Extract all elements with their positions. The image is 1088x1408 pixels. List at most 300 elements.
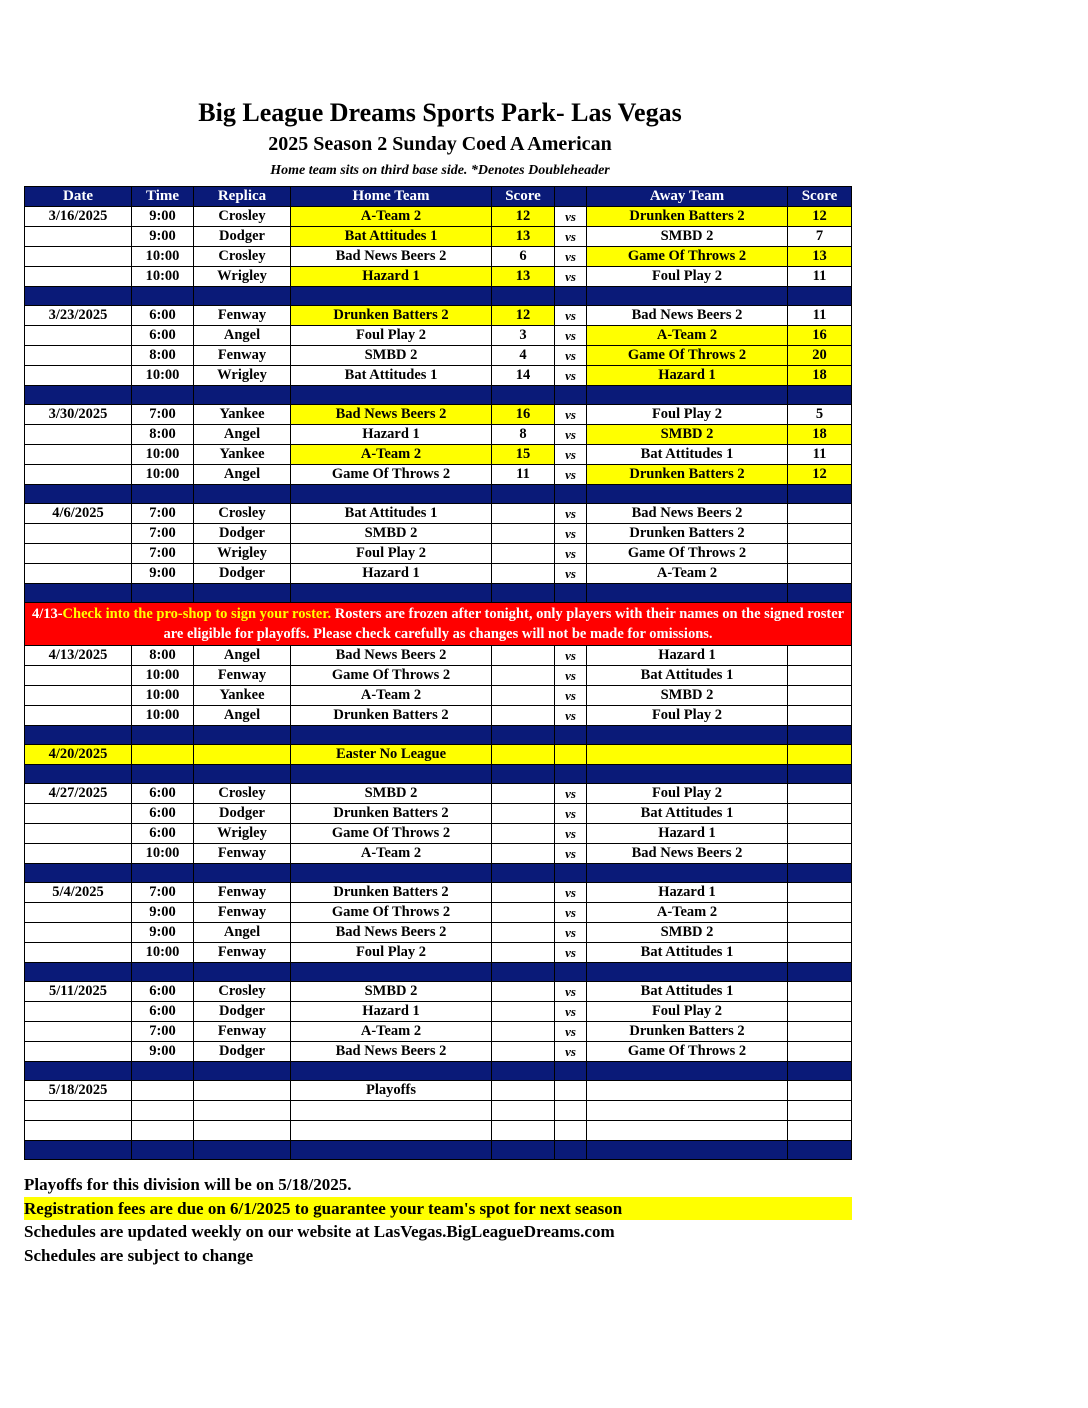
separator-cell xyxy=(25,287,132,306)
away-score-cell: 11 xyxy=(788,306,852,326)
separator-cell xyxy=(555,1141,587,1160)
date-cell: 5/18/2025 xyxy=(25,1081,132,1101)
separator-cell xyxy=(291,485,492,504)
away-score-cell xyxy=(788,666,852,686)
game-row xyxy=(25,445,852,465)
replica-field-cell: Dodger xyxy=(194,524,291,544)
date-cell xyxy=(25,1042,132,1062)
home-team-cell: Hazard 1 xyxy=(291,1002,492,1022)
game-row xyxy=(25,425,852,445)
date-cell xyxy=(25,445,132,465)
replica-field-cell: Crosley xyxy=(194,982,291,1002)
away-score-cell: 18 xyxy=(788,425,852,445)
separator-row xyxy=(25,485,852,504)
footer-registration-note: Registration fees are due on 6/1/2025 to guarantee your team's spot for next season xyxy=(24,1197,852,1220)
game-row xyxy=(25,706,852,726)
vs-cell: vs xyxy=(555,943,587,963)
game-row xyxy=(25,1042,852,1062)
replica-field-cell: Fenway xyxy=(194,306,291,326)
separator-cell xyxy=(25,584,132,603)
vs-cell: vs xyxy=(555,804,587,824)
away-team-cell: Foul Play 2 xyxy=(587,706,788,726)
replica-cell xyxy=(194,745,291,765)
away-team-cell: Hazard 1 xyxy=(587,646,788,666)
home-team-cell: Bat Attitudes 1 xyxy=(291,366,492,386)
home-score-cell xyxy=(492,804,555,824)
separator-cell xyxy=(132,726,194,745)
away-team-cell: Bat Attitudes 1 xyxy=(587,666,788,686)
away-team-cell: Hazard 1 xyxy=(587,366,788,386)
away-team-cell: Drunken Batters 2 xyxy=(587,1022,788,1042)
home-team-cell: Bad News Beers 2 xyxy=(291,405,492,425)
separator-cell xyxy=(291,1062,492,1081)
date-cell xyxy=(25,923,132,943)
playoffs-row xyxy=(25,1081,852,1101)
home-team-cell: Bat Attitudes 1 xyxy=(291,504,492,524)
separator-cell xyxy=(25,1141,132,1160)
date-cell xyxy=(25,366,132,386)
time-cell: 7:00 xyxy=(132,883,194,903)
vs-cell: vs xyxy=(555,524,587,544)
game-row xyxy=(25,666,852,686)
home-score-cell xyxy=(492,504,555,524)
date-cell xyxy=(25,706,132,726)
home-team-cell: Drunken Batters 2 xyxy=(291,306,492,326)
home-score-cell: 4 xyxy=(492,346,555,366)
blank-row xyxy=(25,1101,852,1121)
separator-cell xyxy=(492,726,555,745)
date-cell: 4/20/2025 xyxy=(25,745,132,765)
away-score-cell: 13 xyxy=(788,247,852,267)
away-team-cell: A-Team 2 xyxy=(587,903,788,923)
separator-cell xyxy=(587,386,788,405)
roster-notice xyxy=(25,603,852,646)
separator-cell xyxy=(555,765,587,784)
time-cell: 9:00 xyxy=(132,227,194,247)
separator-cell xyxy=(194,963,291,982)
game-row xyxy=(25,844,852,864)
empty-cell xyxy=(587,1081,788,1101)
separator-cell xyxy=(492,1062,555,1081)
home-score-cell xyxy=(492,564,555,584)
away-score-cell: 12 xyxy=(788,465,852,485)
separator-row xyxy=(25,287,852,306)
home-team-cell: Bad News Beers 2 xyxy=(291,646,492,666)
time-cell: 6:00 xyxy=(132,306,194,326)
replica-field-cell: Crosley xyxy=(194,784,291,804)
separator-row xyxy=(25,864,852,883)
away-score-cell xyxy=(788,824,852,844)
separator-cell xyxy=(788,765,852,784)
separator-cell xyxy=(25,864,132,883)
header-note: Home team sits on third base side. *Denotes Doubleheader xyxy=(270,163,610,178)
home-team-cell: A-Team 2 xyxy=(291,445,492,465)
holiday-row xyxy=(25,745,852,765)
empty-cell xyxy=(555,1081,587,1101)
vs-cell: vs xyxy=(555,706,587,726)
empty-cell xyxy=(555,1121,587,1141)
separator-cell xyxy=(492,584,555,603)
time-cell: 6:00 xyxy=(132,824,194,844)
away-score-cell: 18 xyxy=(788,366,852,386)
empty-cell xyxy=(788,1101,852,1121)
away-score-cell xyxy=(788,646,852,666)
empty-cell xyxy=(492,1101,555,1121)
separator-cell xyxy=(587,1141,788,1160)
replica-field-cell: Yankee xyxy=(194,405,291,425)
empty-cell xyxy=(788,1081,852,1101)
away-score-cell: 5 xyxy=(788,405,852,425)
separator-cell xyxy=(132,765,194,784)
away-team-cell: Foul Play 2 xyxy=(587,1002,788,1022)
home-score-cell xyxy=(492,544,555,564)
away-team-cell: Foul Play 2 xyxy=(587,267,788,287)
col-date: Date xyxy=(25,187,132,207)
time-cell xyxy=(132,1081,194,1101)
away-score-cell xyxy=(788,564,852,584)
col-home-team: Home Team xyxy=(291,187,492,207)
time-cell: 10:00 xyxy=(132,844,194,864)
home-score-cell xyxy=(492,1002,555,1022)
time-cell: 6:00 xyxy=(132,1002,194,1022)
vs-cell: vs xyxy=(555,504,587,524)
col-time: Time xyxy=(132,187,194,207)
home-score-cell xyxy=(492,1022,555,1042)
date-cell xyxy=(25,1002,132,1022)
home-score-cell xyxy=(492,982,555,1002)
game-row xyxy=(25,804,852,824)
home-team-cell: SMBD 2 xyxy=(291,784,492,804)
replica-field-cell: Angel xyxy=(194,465,291,485)
home-score-cell xyxy=(492,524,555,544)
home-team-cell: Drunken Batters 2 xyxy=(291,883,492,903)
time-cell: 9:00 xyxy=(132,903,194,923)
empty-cell xyxy=(587,1121,788,1141)
date-cell xyxy=(25,267,132,287)
away-score-cell xyxy=(788,903,852,923)
away-score-cell: 11 xyxy=(788,267,852,287)
game-row xyxy=(25,982,852,1002)
time-cell: 10:00 xyxy=(132,445,194,465)
away-team-cell: Drunken Batters 2 xyxy=(587,207,788,227)
separator-row xyxy=(25,726,852,745)
time-cell: 10:00 xyxy=(132,666,194,686)
date-cell: 4/27/2025 xyxy=(25,784,132,804)
playoffs-label: Playoffs xyxy=(291,1081,492,1101)
time-cell: 6:00 xyxy=(132,982,194,1002)
replica-field-cell: Dodger xyxy=(194,564,291,584)
home-score-cell: 13 xyxy=(492,267,555,287)
home-score-cell: 15 xyxy=(492,445,555,465)
date-cell xyxy=(25,666,132,686)
game-row xyxy=(25,943,852,963)
notice-date: 4/13- xyxy=(31,606,63,622)
home-team-cell: A-Team 2 xyxy=(291,1022,492,1042)
date-cell: 3/30/2025 xyxy=(25,405,132,425)
home-score-cell: 12 xyxy=(492,207,555,227)
separator-cell xyxy=(788,864,852,883)
empty-cell xyxy=(555,1101,587,1121)
home-score-cell: 13 xyxy=(492,227,555,247)
home-team-cell: Foul Play 2 xyxy=(291,326,492,346)
time-cell: 7:00 xyxy=(132,405,194,425)
away-score-cell xyxy=(788,544,852,564)
away-team-cell: SMBD 2 xyxy=(587,686,788,706)
game-row xyxy=(25,784,852,804)
vs-cell: vs xyxy=(555,1002,587,1022)
home-team-cell: Game Of Throws 2 xyxy=(291,903,492,923)
separator-row xyxy=(25,1141,852,1160)
separator-cell xyxy=(492,287,555,306)
time-cell: 6:00 xyxy=(132,784,194,804)
game-row xyxy=(25,326,852,346)
vs-cell: vs xyxy=(555,646,587,666)
date-cell xyxy=(25,943,132,963)
away-score-cell: 7 xyxy=(788,227,852,247)
time-cell: 7:00 xyxy=(132,524,194,544)
replica-field-cell: Dodger xyxy=(194,1002,291,1022)
vs-cell: vs xyxy=(555,207,587,227)
away-score-cell xyxy=(788,1002,852,1022)
replica-field-cell: Angel xyxy=(194,923,291,943)
date-cell: 4/6/2025 xyxy=(25,504,132,524)
separator-cell xyxy=(492,864,555,883)
separator-cell xyxy=(132,287,194,306)
home-score-cell: 3 xyxy=(492,326,555,346)
home-team-cell: Drunken Batters 2 xyxy=(291,706,492,726)
date-cell xyxy=(25,686,132,706)
separator-cell xyxy=(492,386,555,405)
notice-highlight: Check into the pro-shop to sign your roster. xyxy=(62,606,332,622)
empty-cell xyxy=(587,745,788,765)
away-team-cell: A-Team 2 xyxy=(587,564,788,584)
game-row xyxy=(25,267,852,287)
home-score-cell: 12 xyxy=(492,306,555,326)
empty-cell xyxy=(555,745,587,765)
time-cell: 10:00 xyxy=(132,465,194,485)
empty-cell xyxy=(788,745,852,765)
footer-change-note: Schedules are subject to change xyxy=(24,1246,254,1265)
separator-cell xyxy=(555,1062,587,1081)
separator-cell xyxy=(194,765,291,784)
time-cell: 9:00 xyxy=(132,207,194,227)
home-score-cell xyxy=(492,844,555,864)
separator-cell xyxy=(555,386,587,405)
home-team-cell: Drunken Batters 2 xyxy=(291,804,492,824)
away-score-cell: 12 xyxy=(788,207,852,227)
empty-cell xyxy=(492,745,555,765)
separator-cell xyxy=(555,584,587,603)
separator-cell xyxy=(788,287,852,306)
date-cell: 3/23/2025 xyxy=(25,306,132,326)
vs-cell: vs xyxy=(555,686,587,706)
game-row xyxy=(25,824,852,844)
separator-cell xyxy=(25,1062,132,1081)
away-score-cell xyxy=(788,804,852,824)
time-cell: 8:00 xyxy=(132,346,194,366)
date-cell xyxy=(25,824,132,844)
game-row xyxy=(25,564,852,584)
time-cell: 10:00 xyxy=(132,686,194,706)
separator-cell xyxy=(291,386,492,405)
time-cell: 7:00 xyxy=(132,544,194,564)
date-cell xyxy=(25,247,132,267)
separator-cell xyxy=(25,726,132,745)
separator-cell xyxy=(555,485,587,504)
replica-field-cell: Dodger xyxy=(194,804,291,824)
separator-cell xyxy=(788,584,852,603)
home-team-cell: Bad News Beers 2 xyxy=(291,923,492,943)
away-team-cell: Drunken Batters 2 xyxy=(587,465,788,485)
time-cell: 10:00 xyxy=(132,247,194,267)
empty-cell xyxy=(194,1101,291,1121)
date-cell xyxy=(25,544,132,564)
home-team-cell: SMBD 2 xyxy=(291,982,492,1002)
replica-field-cell: Dodger xyxy=(194,1042,291,1062)
home-score-cell xyxy=(492,686,555,706)
away-score-cell: 11 xyxy=(788,445,852,465)
vs-cell: vs xyxy=(555,784,587,804)
separator-row xyxy=(25,765,852,784)
away-score-cell xyxy=(788,883,852,903)
vs-cell: vs xyxy=(555,326,587,346)
separator-cell xyxy=(788,485,852,504)
empty-cell xyxy=(132,1121,194,1141)
game-row xyxy=(25,247,852,267)
empty-cell xyxy=(587,1101,788,1121)
home-team-cell: Game Of Throws 2 xyxy=(291,666,492,686)
away-score-cell xyxy=(788,524,852,544)
separator-cell xyxy=(492,765,555,784)
separator-cell xyxy=(291,726,492,745)
home-score-cell: 16 xyxy=(492,405,555,425)
empty-cell xyxy=(25,1121,132,1141)
replica-field-cell: Dodger xyxy=(194,227,291,247)
separator-cell xyxy=(788,963,852,982)
away-score-cell xyxy=(788,1042,852,1062)
time-cell: 9:00 xyxy=(132,1042,194,1062)
separator-cell xyxy=(194,386,291,405)
schedule-table xyxy=(24,186,852,1160)
away-team-cell: Bat Attitudes 1 xyxy=(587,943,788,963)
away-team-cell: A-Team 2 xyxy=(587,326,788,346)
separator-cell xyxy=(587,287,788,306)
home-team-cell: Game Of Throws 2 xyxy=(291,824,492,844)
game-row xyxy=(25,465,852,485)
home-team-cell: SMBD 2 xyxy=(291,524,492,544)
replica-field-cell: Fenway xyxy=(194,943,291,963)
time-cell: 8:00 xyxy=(132,425,194,445)
holiday-label: Easter No League xyxy=(291,745,492,765)
home-team-cell: SMBD 2 xyxy=(291,346,492,366)
time-cell: 10:00 xyxy=(132,943,194,963)
empty-cell xyxy=(788,1121,852,1141)
date-cell: 5/4/2025 xyxy=(25,883,132,903)
vs-cell: vs xyxy=(555,824,587,844)
separator-cell xyxy=(555,963,587,982)
game-row xyxy=(25,346,852,366)
date-cell xyxy=(25,1022,132,1042)
separator-cell xyxy=(587,765,788,784)
home-team-cell: Bad News Beers 2 xyxy=(291,1042,492,1062)
vs-cell: vs xyxy=(555,267,587,287)
separator-cell xyxy=(492,485,555,504)
replica-field-cell: Angel xyxy=(194,646,291,666)
away-team-cell: Hazard 1 xyxy=(587,824,788,844)
home-score-cell: 14 xyxy=(492,366,555,386)
vs-cell: vs xyxy=(555,544,587,564)
separator-row xyxy=(25,386,852,405)
page-title: Big League Dreams Sports Park- Las Vegas xyxy=(198,98,682,127)
separator-cell xyxy=(587,1062,788,1081)
replica-field-cell: Angel xyxy=(194,706,291,726)
separator-row xyxy=(25,1062,852,1081)
separator-cell xyxy=(788,386,852,405)
home-score-cell xyxy=(492,923,555,943)
time-cell: 7:00 xyxy=(132,504,194,524)
separator-cell xyxy=(492,963,555,982)
separator-cell xyxy=(25,963,132,982)
col-vs xyxy=(555,187,587,207)
date-cell xyxy=(25,564,132,584)
home-team-cell: Hazard 1 xyxy=(291,425,492,445)
separator-cell xyxy=(587,726,788,745)
time-cell xyxy=(132,745,194,765)
vs-cell: vs xyxy=(555,247,587,267)
home-score-cell xyxy=(492,824,555,844)
replica-field-cell: Fenway xyxy=(194,903,291,923)
date-cell: 4/13/2025 xyxy=(25,646,132,666)
vs-cell: vs xyxy=(555,564,587,584)
separator-cell xyxy=(291,765,492,784)
separator-cell xyxy=(788,1141,852,1160)
date-cell xyxy=(25,425,132,445)
date-cell xyxy=(25,346,132,366)
replica-field-cell: Angel xyxy=(194,425,291,445)
away-score-cell xyxy=(788,784,852,804)
col-away-score: Score xyxy=(788,187,852,207)
vs-cell: vs xyxy=(555,666,587,686)
vs-cell: vs xyxy=(555,1042,587,1062)
footer-website-note: Schedules are updated weekly on our website at LasVegas.BigLeagueDreams.com xyxy=(24,1222,615,1241)
home-score-cell: 11 xyxy=(492,465,555,485)
game-row xyxy=(25,227,852,247)
footer-playoffs-note: Playoffs for this division will be on 5/18/2025. xyxy=(24,1175,352,1194)
separator-cell xyxy=(132,864,194,883)
home-score-cell xyxy=(492,784,555,804)
separator-cell xyxy=(788,1062,852,1081)
date-cell: 3/16/2025 xyxy=(25,207,132,227)
separator-cell xyxy=(132,584,194,603)
empty-cell xyxy=(291,1121,492,1141)
separator-cell xyxy=(194,485,291,504)
home-score-cell xyxy=(492,883,555,903)
separator-cell xyxy=(194,726,291,745)
home-team-cell: Bat Attitudes 1 xyxy=(291,227,492,247)
game-row xyxy=(25,686,852,706)
replica-field-cell: Angel xyxy=(194,326,291,346)
date-cell xyxy=(25,465,132,485)
away-team-cell: SMBD 2 xyxy=(587,227,788,247)
away-score-cell xyxy=(788,686,852,706)
separator-cell xyxy=(194,1141,291,1160)
home-score-cell: 8 xyxy=(492,425,555,445)
away-score-cell xyxy=(788,943,852,963)
separator-cell xyxy=(587,864,788,883)
replica-field-cell: Fenway xyxy=(194,346,291,366)
away-score-cell xyxy=(788,1022,852,1042)
date-cell xyxy=(25,844,132,864)
